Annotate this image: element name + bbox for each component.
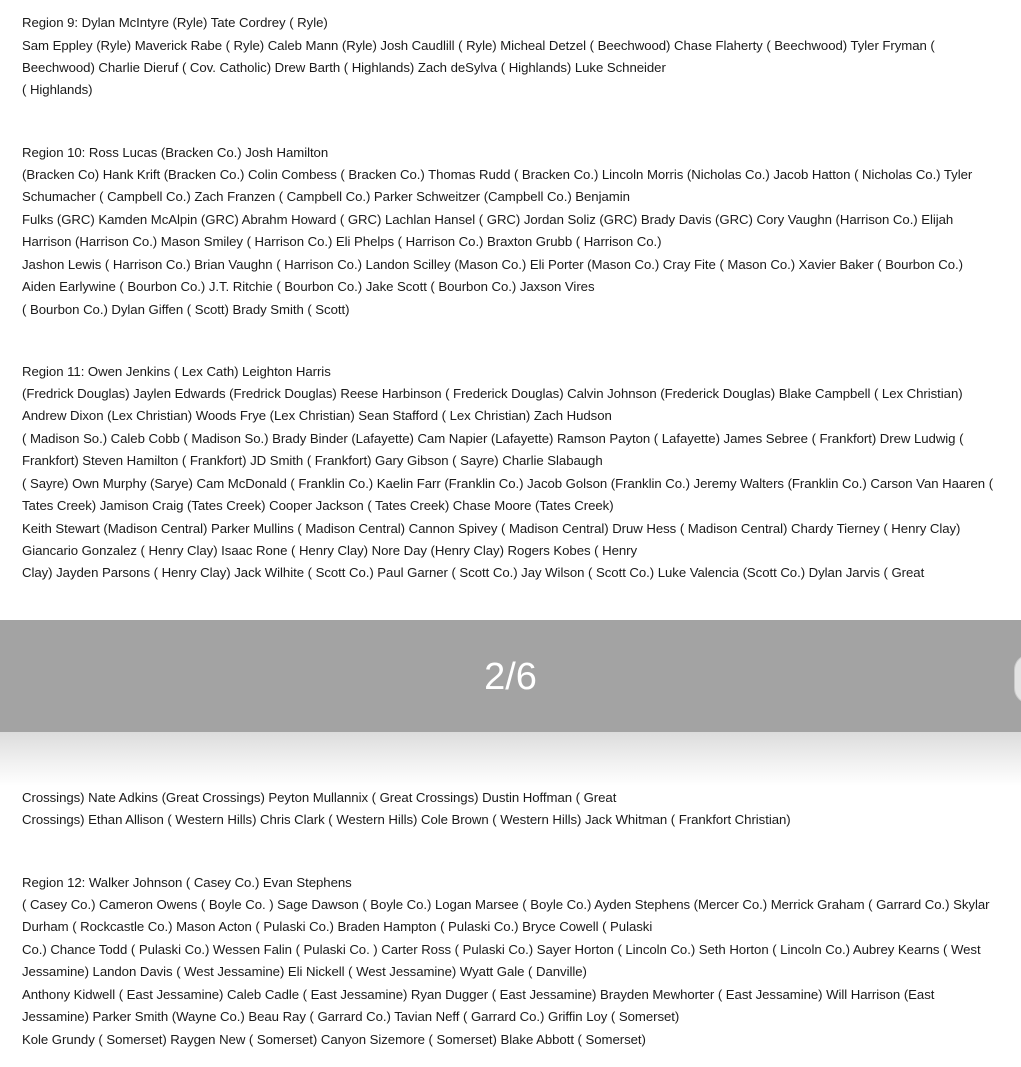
text-line: Crossings) Nate Adkins (Great Crossings) Peyton Mullannix ( Great Crossings) Dustin Hoffman ( Great [22, 790, 617, 805]
text-line: Fulks (GRC) Kamden McAlpin (GRC) Abrahm Howard ( GRC) Lachlan Hansel ( GRC) Jordan Soliz (GRC) Brady Davis (GRC) Cory Vaughn (Harrison Co.) Elijah [22, 212, 954, 227]
text-line: Crossings) Ethan Allison ( Western Hills) Chris Clark ( Western Hills) Cole Brown ( Western Hills) Jack Whitman ( Frankfort Christian) [22, 812, 791, 827]
text-line: Keith Stewart (Madison Central) Parker Mullins ( Madison Central) Cannon Spivey ( Madison Central) Druw Hess ( Madison Central) Chardy Tierney ( Henry Clay) [22, 521, 961, 536]
text-line: ( Sayre) Own Murphy (Sarye) Cam McDonald ( Franklin Co.) Kaelin Farr (Franklin Co.) Jacob Golson (Franklin Co.) Jeremy Walters (Franklin Co.) Carson Van Haaren ( [22, 476, 994, 491]
text-line: Beechwood) Charlie Dieruf ( Cov. Catholic) Drew Barth ( Highlands) Zach deSylva ( Highlands) Luke Schneider [22, 60, 666, 75]
region-10-heading: Region 10: Ross Lucas (Bracken Co.) Josh Hamilton [22, 145, 329, 160]
text-line: Anthony Kidwell ( East Jessamine) Caleb Cadle ( East Jessamine) Ryan Dugger ( East Jessamine) Brayden Mewhorter ( East Jessamine) Will Harrison (East [22, 987, 935, 1002]
text-line: ( Bourbon Co.) Dylan Giffen ( Scott) Brady Smith ( Scott) [22, 302, 350, 317]
text-line: Frankfort) Steven Hamilton ( Frankfort) JD Smith ( Frankfort) Gary Gibson ( Sayre) Charlie Slabaugh [22, 453, 603, 468]
page-indicator: 2/6 [484, 656, 537, 698]
text-line: Jessamine) Parker Smith (Wayne Co.) Beau Ray ( Garrard Co.) Tavian Neff ( Garrard Co.) Griffin Loy ( Somerset) [22, 1009, 680, 1024]
text-line: Clay) Jayden Parsons ( Henry Clay) Jack Wilhite ( Scott Co.) Paul Garner ( Scott Co.) Jay Wilson ( Scott Co.) Luke Valencia (Scott Co.) Dylan Jarvis ( Great [22, 565, 925, 580]
text-line: ( Madison So.) Caleb Cobb ( Madison So.) Brady Binder (Lafayette) Cam Napier (Lafayette) Ramson Payton ( Lafayette) James Sebree ( Frankfort) Drew Ludwig ( [22, 431, 964, 446]
text-line: Durham ( Rockcastle Co.) Mason Acton ( Pulaski Co.) Braden Hampton ( Pulaski Co.) Bryce Cowell ( Pulaski [22, 919, 653, 934]
text-line: Kole Grundy ( Somerset) Raygen New ( Somerset) Canyon Sizemore ( Somerset) Blake Abbott ( Somerset) [22, 1032, 646, 1047]
document-page-lower [0, 786, 1021, 1067]
text-line: Co.) Chance Todd ( Pulaski Co.) Wessen Falin ( Pulaski Co. ) Carter Ross ( Pulaski Co.) Sayer Horton ( Lincoln Co.) Seth Horton ( Lincoln Co.) Aubrey Kearns ( West [22, 942, 981, 957]
text-line: Giancario Gonzalez ( Henry Clay) Isaac Rone ( Henry Clay) Nore Day (Henry Clay) Rogers Kobes ( Henry [22, 543, 638, 558]
text-line: Aiden Earlywine ( Bourbon Co.) J.T. Ritchie ( Bourbon Co.) Jake Scott ( Bourbon Co.) Jaxson Vires [22, 279, 595, 294]
page-gap-shadow [0, 732, 1021, 786]
text-line: Harrison (Harrison Co.) Mason Smiley ( Harrison Co.) Eli Phelps ( Harrison Co.) Braxton Grubb ( Harrison Co.) [22, 234, 662, 249]
text-line: Jashon Lewis ( Harrison Co.) Brian Vaughn ( Harrison Co.) Landon Scilley (Mason Co.) Eli Porter (Mason Co.) Cray Fite ( Mason Co.) Xavier Baker ( Bourbon Co.) [22, 257, 963, 272]
text-line: Schumacher ( Campbell Co.) Zach Franzen ( Campbell Co.) Parker Schweitzer (Campbell Co.) Benjamin [22, 189, 630, 204]
text-line: (Bracken Co) Hank Krift (Bracken Co.) Colin Combess ( Bracken Co.) Thomas Rudd ( Bracken Co.) Lincoln Morris (Nicholas Co.) Jacob Hatton ( Nicholas Co.) Tyler [22, 167, 973, 182]
region-9-heading: Region 9: Dylan McIntyre (Ryle) Tate Cordrey ( Ryle) [22, 15, 328, 30]
text-line: (Fredrick Douglas) Jaylen Edwards (Fredrick Douglas) Reese Harbinson ( Frederick Douglas) Calvin Johnson (Frederick Douglas) Blake Campbell ( Lex Christian) [22, 386, 963, 401]
text-line: ( Highlands) [22, 82, 93, 97]
region-12-heading: Region 12: Walker Johnson ( Casey Co.) Evan Stephens [22, 875, 352, 890]
region-11-heading: Region 11: Owen Jenkins ( Lex Cath) Leighton Harris [22, 364, 331, 379]
text-line: ( Casey Co.) Cameron Owens ( Boyle Co. ) Sage Dawson ( Boyle Co.) Logan Marsee ( Boyle Co.) Ayden Stephens (Mercer Co.) Merrick Graham ( Garrard Co.) Skylar [22, 897, 990, 912]
text-line: Sam Eppley (Ryle) Maverick Rabe ( Ryle) Caleb Mann (Ryle) Josh Caudlill ( Ryle) Micheal Detzel ( Beechwood) Chase Flaherty ( Beechwood) Tyler Fryman ( [22, 38, 935, 53]
text-line: Jessamine) Landon Davis ( West Jessamine) Eli Nickell ( West Jessamine) Wyatt Gale ( Danville) [22, 964, 587, 979]
text-line: Andrew Dixon (Lex Christian) Woods Frye (Lex Christian) Sean Stafford ( Lex Christian) Zach Hudson [22, 408, 612, 423]
text-line: Tates Creek) Jamison Craig (Tates Creek) Cooper Jackson ( Tates Creek) Chase Moore (Tates Creek) [22, 498, 614, 513]
